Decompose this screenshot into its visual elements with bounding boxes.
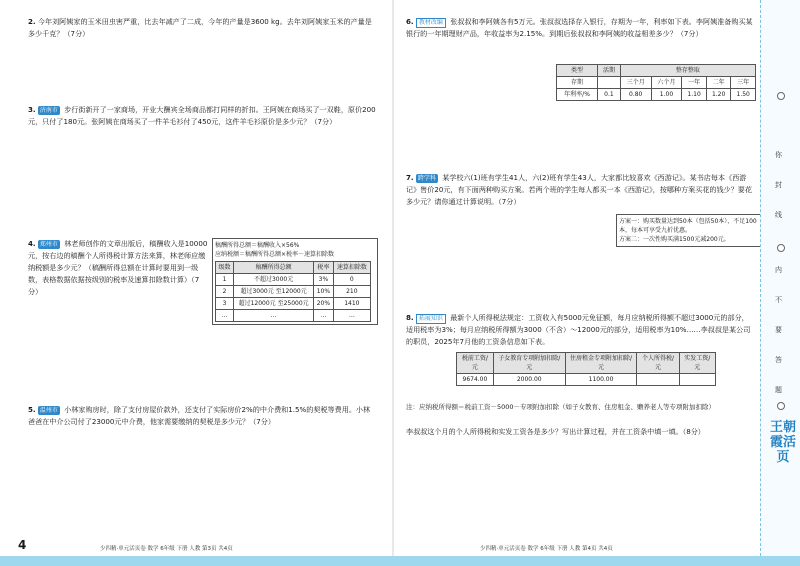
source-tag: 拓展知识 <box>416 314 446 324</box>
question-8: 8. 拓展知识 最新个人所得税法规定：工资收入有5000元免征额，每月应纳税所得额不超过3000元的部分，适用税率为3%；每月应纳税所得额为3000（不含）～12000元的部分，适用税率为10%……李叔叔是某公司的职员，2025年7月他的工资条信息如下表。 <box>406 313 751 346</box>
table-row: 3 超过12000元 至25000元 20% 1410 <box>216 298 371 310</box>
table-row: 9674.00 2000.00 1100.00 <box>457 374 716 386</box>
table-header: 住房租金专项附加扣除/元 <box>565 353 637 374</box>
net-salary-blank[interactable] <box>679 374 715 386</box>
binding-char: 要 <box>775 326 782 334</box>
question-6: 6. 教材改编 张叔叔和李阿姨各有5万元。张叔叔选择存入银行，存期为一年，利率如下表。李阿姨准备购买某银行的一年期理财产品，年收益率为2.15%。到期后张叔叔和李阿姨的收益相差多少？（7分） <box>406 17 753 38</box>
center-fold <box>392 0 394 566</box>
page-number: 4 <box>18 538 27 552</box>
punch-hole <box>777 402 785 410</box>
salary-slip-table <box>456 352 716 386</box>
table-row: 年利率/% 0.1 0.80 1.00 1.10 1.20 1.50 <box>557 89 756 101</box>
binding-char: 答 <box>775 356 782 364</box>
table-row: 2 超过3000元 至12000元 10% 210 <box>216 286 371 298</box>
source-tag: 教材改编 <box>416 18 446 28</box>
table-header: 速算扣除数 <box>333 262 370 274</box>
tax-blank[interactable] <box>637 374 679 386</box>
question-7: 7. 跨学科 某学校六(1)班有学生41人，六(2)班有学生43人，大家都比较喜欢《西游记》。某书店每本《西游记》售价20元，有下面两种购买方案。若两个班的学生每人都买一本《西游记》，按哪种方案买花的钱少？要花多少元？请你通过计算说明。（7分） <box>406 173 752 206</box>
tax-rate-table <box>215 261 371 322</box>
region-tag: 温州市 <box>39 407 58 414</box>
binding-char: 线 <box>775 211 782 219</box>
question-5: 5. 温州市 小林家购房时，除了支付房屋价款外，还支付了实际房价2%的中介费和1.5%的契税等费用。小林爸爸在中介公司付了23000元中介费，他家需要缴纳的契税是多少元？（7分） <box>28 405 371 426</box>
table-row: 1 不超过3000元 3% 0 <box>216 274 371 286</box>
question-3: 3. 济南市 步行街新开了一家商场，开业大酬宾全场商品都打同样的折扣。王阿姨在商场买了一双鞋，原价200元，只付了180元。张阿姨在商场买了一件羊毛衫付了450元，这件羊毛衫原价是多少元？（7分） <box>28 105 376 126</box>
table-header: 整存整取 <box>620 65 755 77</box>
bottom-wave-decoration <box>0 556 800 566</box>
punch-hole <box>777 244 785 252</box>
table-row: … … … … <box>216 310 371 322</box>
table-header: 稿酬所得总额 <box>234 262 314 274</box>
binding-char: 不 <box>775 296 782 304</box>
formula-2: 应纳税额＝稿酬所得总额×税率－速算扣除数 <box>215 251 335 258</box>
plan-2: 方案二：一次性购买满1500元减200元。 <box>619 236 730 243</box>
plan-1: 方案一：购买数量达到50本（包括50本），不足100本，每本可享受九折优惠。 <box>619 218 757 234</box>
region-tag: 郑州市 <box>39 241 58 248</box>
binding-char: 封 <box>775 181 782 189</box>
question-5-text: 小林家购房时，除了支付房屋价款外，还支付了实际房价2%的中介费和1.5%的契税等费用。小林爸爸在中介公司付了23000元中介费，他家需要缴纳的契税是多少元？（7分） <box>28 405 371 426</box>
interest-rate-table: 类型 活期 整存整取 存期 三个月 六个月 一年 二年 三年 年利率/% 0.1 0.80 1.00 1.10 1.20 1.50 <box>556 64 756 101</box>
table-header: 子女教育专项附加扣除/元 <box>493 353 565 374</box>
question-6-text: 张叔叔和李阿姨各有5万元。张叔叔选择存入银行，存期为一年，利率如下表。李阿姨准备购买某银行的一年期理财产品，年收益率为2.15%。到期后张叔叔和李阿姨的收益相差多少？（7分） <box>406 17 753 38</box>
question-2-text: 今年刘阿姨家的玉米田虫害严重，比去年减产了二成，今年的产量是3600 kg。去年刘阿姨家玉米的产量是多少千克？（7分） <box>28 17 372 38</box>
binding-char: 题 <box>775 386 782 394</box>
question-4: 4. 郑州市 林老师创作的文章出版后，稿酬收入是10000元，按右边的稿酬个人所得税计算方法来算，林老师应缴纳税额是多少元？（稿酬所得总额在计算时要用到一级数，表格数据依据按级别的税率及速算扣除数计算）（7分） <box>28 239 208 296</box>
left-footer: 少四精·单元活页卷 数学 6年级 下册 人教 第3页 共4页 <box>100 546 233 552</box>
question-8-note: 注：应纳税所得额＝税前工资－5000－专项附加扣除（如子女教育、住房租金、赡养老人等专项附加扣除） <box>406 403 716 411</box>
right-footer: 少四精·单元活页卷 数学 6年级 下册 人教 第4页 共4页 <box>480 546 613 552</box>
question-3-text: 步行街新开了一家商场，开业大酬宾全场商品都打同样的折扣。王阿姨在商场买了一双鞋，原价200元，只付了180元。张阿姨在商场买了一件羊毛衫付了450元，这件羊毛衫原价是多少元？（7分） <box>28 105 376 126</box>
question-8-text: 最新个人所得税法规定：工资收入有5000元免征额，每月应纳税所得额不超过3000元的部分，适用税率为3%；每月应纳税所得额为3000（不含）～12000元的部分，适用税率为10%……李叔叔是某公司的职员，2025年7月他的工资条信息如下表。 <box>406 313 751 346</box>
tax-rate-box <box>212 238 378 325</box>
punch-hole <box>777 92 785 100</box>
table-header: 个人所得税/元 <box>637 353 679 374</box>
source-tag: 跨学科 <box>417 175 436 182</box>
table-header: 税前工资/元 <box>457 353 494 374</box>
question-2: 2. 今年刘阿姨家的玉米田虫害严重，比去年减产了二成，今年的产量是3600 kg。去年刘阿姨家玉米的产量是多少千克？（7分） <box>28 17 372 38</box>
binding-strip <box>760 0 800 566</box>
formula-1: 稿酬所得总额＝稿酬收入×56% <box>215 242 300 249</box>
question-4-text: 林老师创作的文章出版后，稿酬收入是10000元，按右边的稿酬个人所得税计算方法来算，林老师应缴纳税额是多少元？（稿酬所得总额在计算时要用到一级数，表格数据依据按级别的税率及速算扣除数计算）（7分） <box>28 239 208 296</box>
region-tag: 济南市 <box>39 107 58 114</box>
question-7-text: 某学校六(1)班有学生41人，六(2)班有学生43人，大家都比较喜欢《西游记》。某书店每本《西游记》售价20元，有下面两种购买方案。若两个班的学生每人都买一本《西游记》，按哪种方案买花的钱少？要花多少元？请你通过计算说明。（7分） <box>406 173 752 206</box>
table-header: 级数 <box>216 262 234 274</box>
question-8-ask: 李叔叔这个月的个人所得税和实发工资各是多少？写出计算过程，并在工资条中填一填。（8分） <box>406 427 705 436</box>
table-header: 实发工资/元 <box>679 353 715 374</box>
purchase-plans-box <box>616 214 762 247</box>
binding-char: 你 <box>775 151 782 159</box>
table-header: 税率 <box>314 262 334 274</box>
binding-char: 内 <box>775 266 782 274</box>
brand-logo: 王朝霞活页 <box>770 420 797 465</box>
